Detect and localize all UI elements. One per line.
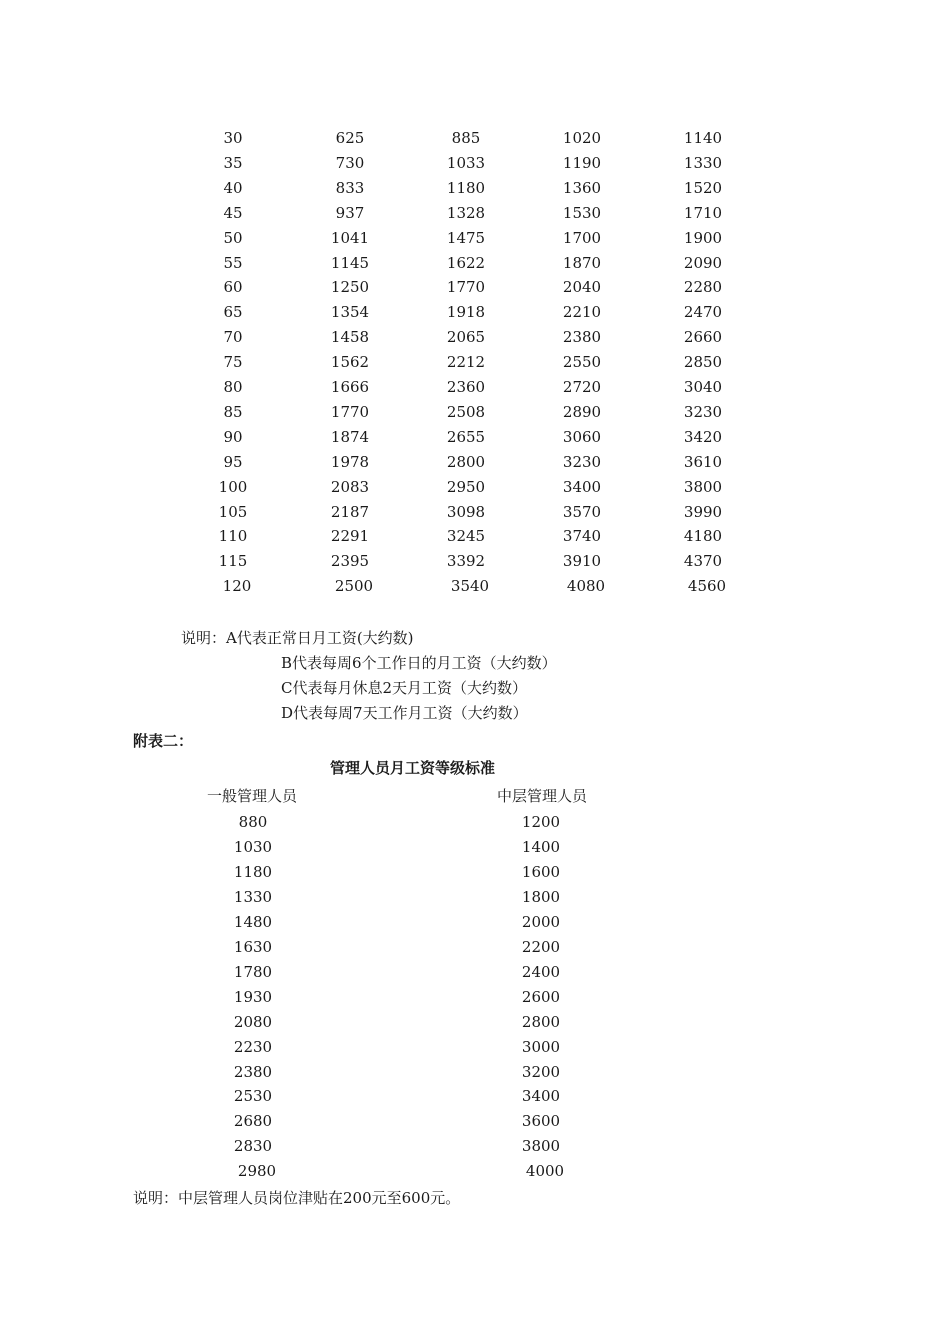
table-row — [0, 1035, 950, 1060]
table-row — [0, 325, 950, 350]
table-cell: 1180 — [233, 862, 273, 881]
table-row — [0, 126, 950, 151]
table-cell: 937 — [335, 203, 365, 222]
table-cell: 2291 — [330, 527, 370, 546]
table-cell: 2040 — [562, 278, 602, 297]
table-cell: 4370 — [683, 552, 723, 571]
table-cell: 880 — [238, 813, 268, 831]
table-cell: 90 — [223, 427, 243, 446]
table-cell: 65 — [223, 303, 243, 322]
table-cell: 1041 — [330, 228, 370, 247]
table-cell: 730 — [335, 153, 365, 172]
table-cell: 1630 — [233, 937, 273, 956]
table-row — [0, 300, 950, 325]
table-cell: 3392 — [446, 552, 486, 571]
table-cell: 2360 — [446, 378, 486, 396]
table-cell: 1918 — [446, 303, 486, 322]
table-cell: 2080 — [233, 1012, 273, 1031]
table-cell: 2508 — [446, 402, 486, 421]
table-cell: 3230 — [683, 402, 723, 421]
appendix-note: 说明：中层管理人员岗位津贴在200元至600元。 — [133, 1189, 461, 1207]
table-row — [0, 1109, 950, 1134]
table-cell: 1770 — [446, 278, 486, 297]
table-row — [0, 835, 950, 860]
table-cell: 1930 — [233, 987, 273, 1006]
table-cell: 40 — [223, 178, 243, 197]
table-cell: 120 — [222, 577, 252, 596]
table-cell: 1710 — [683, 203, 723, 222]
table-cell: 3400 — [521, 1087, 561, 1106]
note-d: D代表每周7天工作月工资（大约数） — [281, 704, 528, 722]
table-cell: 4000 — [525, 1162, 565, 1181]
table-row — [0, 375, 950, 400]
table-cell: 3245 — [446, 527, 486, 546]
table-cell: 2680 — [233, 1112, 273, 1131]
table-row — [0, 574, 950, 599]
table-cell: 1354 — [330, 303, 370, 322]
table-cell: 85 — [223, 402, 243, 421]
table-cell: 2380 — [562, 328, 602, 347]
table-cell: 35 — [223, 153, 243, 172]
table-cell: 2400 — [521, 962, 561, 981]
table-cell: 2600 — [521, 987, 561, 1006]
table-cell: 1020 — [562, 129, 602, 147]
table-cell: 3570 — [562, 502, 602, 521]
table-cell: 1530 — [562, 203, 602, 222]
table-cell: 2395 — [330, 552, 370, 571]
table-row — [0, 1084, 950, 1109]
table-cell: 1140 — [683, 129, 723, 147]
table-cell: 110 — [218, 527, 248, 546]
table-row — [0, 500, 950, 525]
table-cell: 3098 — [446, 502, 486, 521]
table-cell: 1400 — [521, 837, 561, 856]
table-cell: 2083 — [330, 477, 370, 496]
table-cell: 1780 — [233, 962, 273, 981]
table-cell: 1330 — [683, 153, 723, 172]
note-c: C代表每月休息2天月工资（大约数） — [281, 679, 528, 697]
table-cell: 1480 — [233, 912, 273, 931]
table-cell: 3200 — [521, 1062, 561, 1081]
table-cell: 3740 — [562, 527, 602, 546]
table-cell: 2210 — [562, 303, 602, 322]
table-cell: 1562 — [330, 353, 370, 372]
table-cell: 3910 — [562, 552, 602, 571]
table-row — [0, 885, 950, 910]
table-cell: 115 — [218, 552, 248, 571]
table-cell: 625 — [335, 129, 365, 147]
table-cell: 2200 — [521, 937, 561, 956]
table-cell: 2800 — [446, 452, 486, 471]
table-cell: 3420 — [683, 427, 723, 446]
table-cell: 2830 — [233, 1137, 273, 1156]
table-row — [0, 151, 950, 176]
table-row — [0, 251, 950, 276]
table-cell: 80 — [223, 378, 243, 396]
table-cell: 2660 — [683, 328, 723, 347]
table-cell: 2530 — [233, 1087, 273, 1106]
table-cell: 2187 — [330, 502, 370, 521]
table-row — [0, 425, 950, 450]
table-row — [0, 226, 950, 251]
column-header-middle: 中层管理人员 — [497, 787, 588, 805]
table-cell: 95 — [223, 452, 243, 471]
table-row — [0, 1134, 950, 1159]
table-cell: 3600 — [521, 1112, 561, 1131]
table-row — [0, 960, 950, 985]
table-cell: 2000 — [521, 912, 561, 931]
table-cell: 55 — [223, 253, 243, 272]
table-cell: 2890 — [562, 402, 602, 421]
table-row — [0, 1010, 950, 1035]
table-cell: 2550 — [562, 353, 602, 372]
table-cell: 1520 — [683, 178, 723, 197]
column-header-general: 一般管理人员 — [207, 787, 298, 805]
table-cell: 2950 — [446, 477, 486, 496]
table-cell: 1360 — [562, 178, 602, 197]
table-row — [0, 400, 950, 425]
table-cell: 2212 — [446, 353, 486, 372]
table-row — [0, 524, 950, 549]
table-cell: 1033 — [446, 153, 486, 172]
table-cell: 833 — [335, 178, 365, 197]
table-cell: 1328 — [446, 203, 486, 222]
table-cell: 1030 — [233, 837, 273, 856]
table-cell: 2720 — [562, 378, 602, 396]
table-cell: 1622 — [446, 253, 486, 272]
table-cell: 1600 — [521, 862, 561, 881]
table-cell: 1330 — [233, 887, 273, 906]
table-cell: 1870 — [562, 253, 602, 272]
table-cell: 3990 — [683, 502, 723, 521]
table-cell: 100 — [218, 477, 248, 496]
table-row — [0, 201, 950, 226]
table-cell: 3230 — [562, 452, 602, 471]
table-cell: 60 — [223, 278, 243, 297]
table-row — [0, 985, 950, 1010]
table-cell: 1700 — [562, 228, 602, 247]
table-cell: 2655 — [446, 427, 486, 446]
table-cell: 2980 — [237, 1162, 277, 1181]
table-row — [0, 176, 950, 201]
table-cell: 105 — [218, 502, 248, 521]
appendix-label: 附表二： — [133, 732, 194, 750]
table-cell: 3610 — [683, 452, 723, 471]
table-cell: 1200 — [521, 813, 561, 831]
table-cell: 4080 — [566, 577, 606, 596]
table-cell: 3000 — [521, 1037, 561, 1056]
appendix-title: 管理人员月工资等级标准 — [330, 759, 496, 777]
table-cell: 75 — [223, 353, 243, 372]
table-row — [0, 910, 950, 935]
table-row — [0, 350, 950, 375]
note-b: B代表每周6个工作日的月工资（大约数） — [281, 654, 557, 672]
table-cell: 2500 — [334, 577, 374, 596]
table-cell: 3060 — [562, 427, 602, 446]
table-cell: 45 — [223, 203, 243, 222]
table-cell: 1900 — [683, 228, 723, 247]
table-cell: 2850 — [683, 353, 723, 372]
table-row — [0, 450, 950, 475]
table-cell: 30 — [223, 129, 243, 147]
table-cell: 885 — [451, 129, 481, 147]
table-cell: 1800 — [521, 887, 561, 906]
table-cell: 4180 — [683, 527, 723, 546]
table-cell: 3540 — [450, 577, 490, 596]
note-a: 说明：A代表正常日月工资(大约数) — [181, 629, 414, 647]
table-cell: 3800 — [683, 477, 723, 496]
table-cell: 3400 — [562, 477, 602, 496]
table-cell: 1145 — [330, 253, 370, 272]
table-cell: 1874 — [330, 427, 370, 446]
table-cell: 50 — [223, 228, 243, 247]
table-cell: 1475 — [446, 228, 486, 247]
table-row — [0, 935, 950, 960]
table-cell: 3040 — [683, 378, 723, 396]
table-cell: 2065 — [446, 328, 486, 347]
table-cell: 1978 — [330, 452, 370, 471]
table-cell: 1770 — [330, 402, 370, 421]
table-cell: 2280 — [683, 278, 723, 297]
table-row — [0, 275, 950, 300]
table-cell: 70 — [223, 328, 243, 347]
table-cell: 4560 — [687, 577, 727, 596]
table-row — [0, 475, 950, 500]
table-cell: 1180 — [446, 178, 486, 197]
table-cell: 1666 — [330, 378, 370, 396]
table-cell: 1190 — [562, 153, 602, 172]
table-row — [0, 549, 950, 574]
table-cell: 1458 — [330, 328, 370, 347]
table-cell: 2230 — [233, 1037, 273, 1056]
table-cell: 2090 — [683, 253, 723, 272]
table-cell: 3800 — [521, 1137, 561, 1156]
table-cell: 2470 — [683, 303, 723, 322]
table-cell: 2800 — [521, 1012, 561, 1031]
table-row — [0, 1060, 950, 1085]
table-row — [0, 1159, 950, 1184]
table-row — [0, 810, 950, 835]
table-row — [0, 860, 950, 885]
table-cell: 1250 — [330, 278, 370, 297]
table-cell: 2380 — [233, 1062, 273, 1081]
